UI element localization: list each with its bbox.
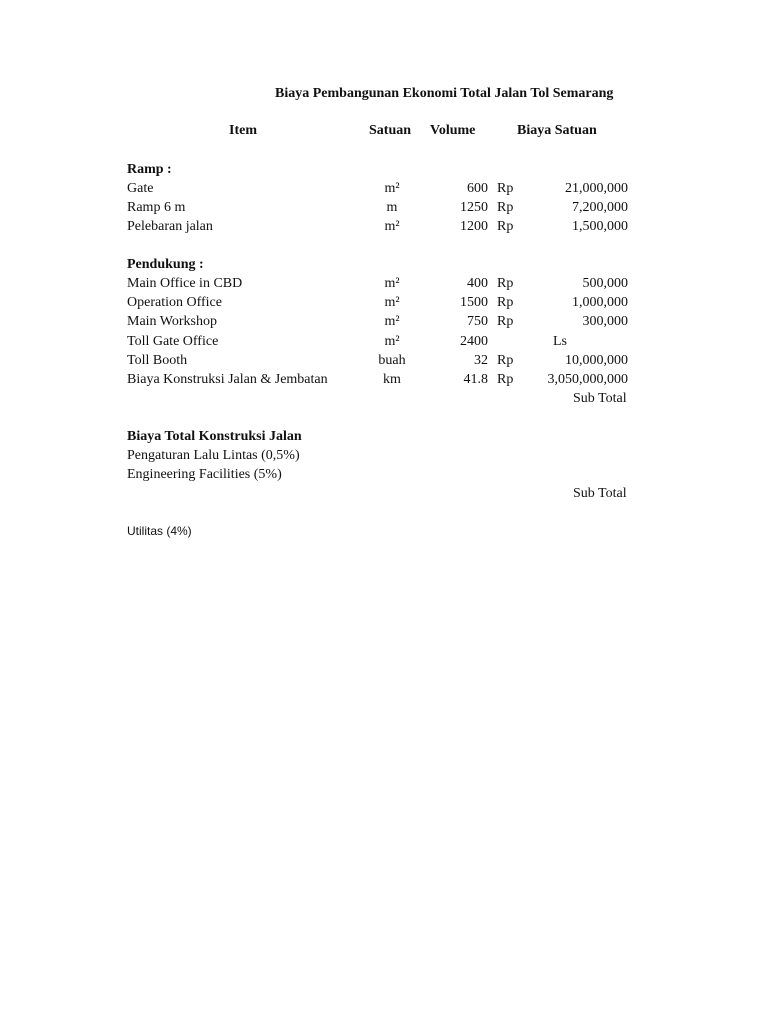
- row-satuan: m²: [384, 276, 400, 291]
- row-currency: Rp: [497, 181, 514, 196]
- row-item: Operation Office: [127, 295, 222, 310]
- row-biaya: 7,200,000: [572, 200, 628, 215]
- total-construction-label: Biaya Total Konstruksi Jalan: [127, 429, 302, 444]
- row-satuan: buah: [378, 353, 406, 368]
- table-row: [0, 199, 768, 218]
- row-currency: Rp: [497, 295, 514, 310]
- header-item: Item: [229, 123, 257, 138]
- row-volume: 41.8: [463, 372, 488, 387]
- row-biaya: 500,000: [582, 276, 628, 291]
- row-biaya: 10,000,000: [565, 353, 628, 368]
- row-biaya: 300,000: [582, 314, 628, 329]
- sub-total-label: Sub Total: [573, 391, 627, 406]
- row-satuan: m²: [384, 334, 400, 349]
- row-satuan: m²: [384, 219, 400, 234]
- row-satuan: m²: [384, 181, 400, 196]
- section-pendukung-label: Pendukung :: [127, 257, 204, 272]
- pengaturan-lalu-lintas-label: Pengaturan Lalu Lintas (0,5%): [127, 448, 300, 463]
- page-title: Biaya Pembangunan Ekonomi Total Jalan Tol Semarang: [275, 86, 614, 101]
- table-row: [0, 180, 768, 199]
- row-currency: Rp: [497, 372, 514, 387]
- row-currency: Rp: [497, 219, 514, 234]
- table-row: [0, 333, 768, 352]
- table-row: [0, 294, 768, 313]
- row-currency: Rp: [497, 314, 514, 329]
- row-satuan: m²: [384, 314, 400, 329]
- table-row: [0, 218, 768, 237]
- section-ramp-label: Ramp :: [127, 162, 172, 177]
- row-biaya: 1,500,000: [572, 219, 628, 234]
- table-row: [0, 313, 768, 332]
- row-satuan: m: [386, 200, 398, 215]
- row-volume: 750: [467, 314, 488, 329]
- header-satuan: Satuan: [369, 123, 412, 138]
- row-volume: 1200: [460, 219, 488, 234]
- row-biaya: 1,000,000: [572, 295, 628, 310]
- row-item: Toll Booth: [127, 353, 188, 368]
- table-row: [0, 275, 768, 294]
- row-volume: 400: [467, 276, 488, 291]
- row-item: Biaya Konstruksi Jalan & Jembatan: [127, 372, 328, 387]
- header-volume: Volume: [430, 123, 476, 138]
- utilitas-label: Utilitas (4%): [127, 524, 192, 538]
- row-volume: 1250: [460, 200, 488, 215]
- row-currency: Rp: [497, 353, 514, 368]
- row-item: Ramp 6 m: [127, 200, 186, 215]
- row-volume: 32: [474, 353, 488, 368]
- row-biaya: 3,050,000,000: [547, 372, 628, 387]
- row-currency: Rp: [497, 200, 514, 215]
- row-volume: 1500: [460, 295, 488, 310]
- engineering-facilities-label: Engineering Facilities (5%): [127, 467, 282, 482]
- table-row: [0, 352, 768, 371]
- row-satuan: m²: [384, 295, 400, 310]
- row-volume: 600: [467, 181, 488, 196]
- row-currency: Rp: [497, 276, 514, 291]
- table-row: [0, 371, 768, 390]
- row-item: Gate: [127, 181, 154, 196]
- row-item: Main Workshop: [127, 314, 218, 329]
- row-biaya: 21,000,000: [565, 181, 628, 196]
- header-biaya-satuan: Biaya Satuan: [517, 123, 597, 138]
- row-volume: 2400: [460, 334, 488, 349]
- row-biaya-lumpsum: Ls: [553, 334, 567, 349]
- sub-total-label: Sub Total: [573, 486, 627, 501]
- row-item: Pelebaran jalan: [127, 219, 213, 234]
- row-item: Toll Gate Office: [127, 334, 219, 349]
- row-satuan: km: [383, 372, 401, 387]
- row-item: Main Office in CBD: [127, 276, 243, 291]
